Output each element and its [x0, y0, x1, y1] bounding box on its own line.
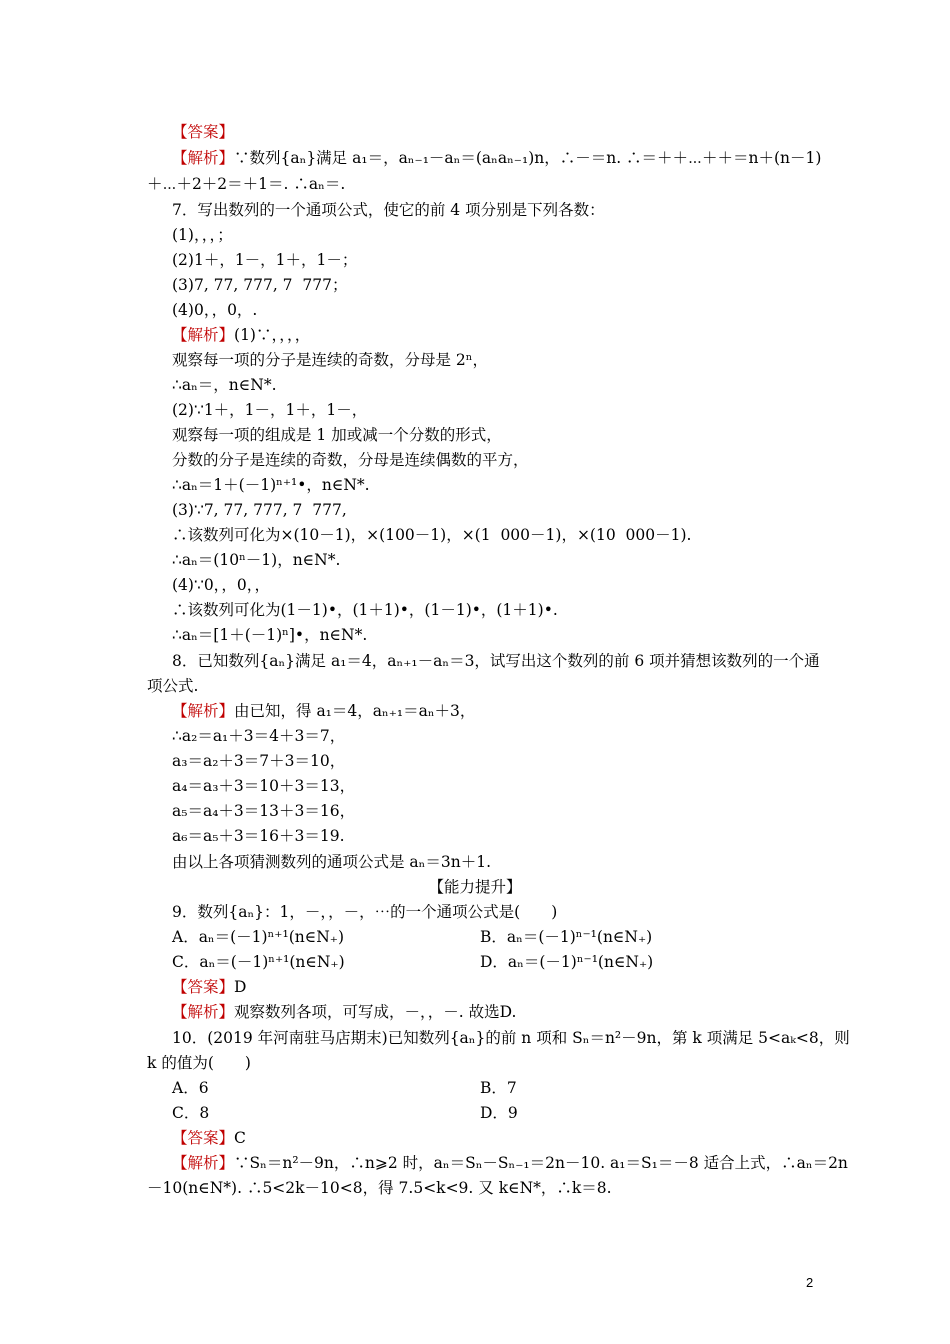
text-line: a₃＝a₂＋3＝7＋3＝10，	[172, 752, 346, 770]
option-c: C．8	[172, 1104, 210, 1122]
text-line: (2)∵1＋，1－，1＋，1－，	[172, 401, 368, 419]
question-7-title: 7．写出数列的一个通项公式，使它的前 4 项分别是下列各数：	[172, 201, 605, 219]
analysis-tag: 【解析】	[172, 702, 235, 720]
option-d: D．aₙ＝(－1)ⁿ⁻¹(n∈N₊)	[480, 953, 654, 971]
text-line: (4)∵0，，0，，	[172, 576, 271, 594]
text-line: 观察每一项的组成是 1 加或减一个分数的形式，	[172, 426, 502, 444]
option-b: B．7	[480, 1079, 517, 1097]
answer-tag: 【答案】	[172, 978, 235, 996]
text-line: ∴aₙ＝(10ⁿ－1)，n∈N*.	[172, 551, 341, 569]
analysis-text: ∵Sₙ＝n²－9n，∴n⩾2 时，aₙ＝Sₙ－Sₙ₋₁＝2n－10. a₁＝S₁＝－8 适合上式，∴aₙ＝2n	[234, 1154, 848, 1172]
text-line: a₆＝a₅＋3＝16＋3＝19.	[172, 827, 345, 845]
text-line: a₄＝a₃＋3＝10＋3＝13，	[172, 777, 356, 795]
option-a: A．6	[172, 1079, 209, 1097]
analysis-tag: 【解析】	[172, 149, 235, 167]
text-line: ∴该数列可化为×(10－1)，×(100－1)，×(1 000－1)，×(10 000－1).	[172, 526, 692, 544]
text-line: (3)7, 77, 777, 7 777；	[172, 276, 348, 294]
analysis-text: ∵数列{aₙ}满足 a₁＝，aₙ₋₁－aₙ＝(aₙaₙ₋₁)n，∴－＝n. ∴＝＋＋⋯＋＋＝n＋(n－1)	[234, 149, 822, 167]
text-line: a₅＝a₄＋3＝13＋3＝16，	[172, 802, 356, 820]
text-line: (2)1＋，1－，1＋，1－；	[172, 251, 358, 269]
text-line: ∴aₙ＝[1＋(－1)ⁿ]•，n∈N*.	[172, 626, 368, 644]
answer-text: C	[234, 1129, 246, 1147]
analysis-text: 由已知，得 a₁＝4，aₙ₊₁＝aₙ＋3，	[234, 702, 476, 720]
analysis-text: 观察数列各项，可写成，－，，－. 故选D.	[234, 1003, 517, 1021]
text-line: (3)∵7, 77, 777, 7 777,	[172, 501, 347, 519]
text-line: (4)0，，0，.	[172, 301, 258, 319]
option-d: D．9	[480, 1104, 518, 1122]
text-line: 观察每一项的分子是连续的奇数，分母是 2ⁿ，	[172, 351, 488, 369]
text-line: (1)，，，；	[172, 226, 233, 244]
option-c: C．aₙ＝(－1)ⁿ⁺¹(n∈N₊)	[172, 953, 345, 971]
answer-tag: 【答案】	[172, 1129, 235, 1147]
analysis-line	[172, 1153, 848, 1173]
analysis-text: (1)∵，，，，	[234, 326, 311, 344]
text-line: ∴该数列可化为(1－1)•，(1＋1)•，(1－1)•，(1＋1)•.	[172, 601, 558, 619]
answer-line	[172, 977, 246, 997]
option-a: A．aₙ＝(－1)ⁿ⁺¹(n∈N₊)	[172, 928, 344, 946]
text-line: ∴aₙ＝，n∈N*.	[172, 376, 277, 394]
text-line: ∴aₙ＝1＋(－1)ⁿ⁺¹•，n∈N*.	[172, 476, 370, 494]
analysis-tag: 【解析】	[172, 326, 235, 344]
answer-text: D	[234, 978, 247, 996]
question-10-title: 10．(2019 年河南驻马店期末)已知数列{aₙ}的前 n 项和 Sₙ＝n²－9n，第 k 项满足 5<aₖ<8，则	[172, 1029, 850, 1047]
text-line: ＋⋯＋2＋2＝＋1＝. ∴aₙ＝.	[147, 175, 346, 193]
text-line: ∴a₂＝a₁＋3＝4＋3＝7，	[172, 727, 346, 745]
analysis-line	[172, 1002, 516, 1022]
section-heading: 【能力提升】	[428, 878, 522, 896]
question-8-title: 8．已知数列{aₙ}满足 a₁＝4，aₙ₊₁－aₙ＝3，试写出这个数列的前 6 项并猜想该数列的一个通	[172, 652, 820, 670]
text-line: 项公式.	[147, 677, 199, 695]
analysis-line	[172, 148, 821, 168]
analysis-line	[172, 325, 310, 345]
answer-line	[172, 1128, 246, 1148]
text-line: －10(n∈N*). ∴5<2k－10<8，得 7.5<k<9. 又 k∈N*，∴k＝8.	[147, 1179, 612, 1197]
analysis-line	[172, 701, 475, 721]
question-9-title: 9．数列{aₙ}：1，－，，－，⋯的一个通项公式是( )	[172, 903, 558, 921]
text-line: 分数的分子是连续的奇数，分母是连续偶数的平方，	[172, 451, 529, 469]
analysis-tag: 【解析】	[172, 1154, 235, 1172]
text-line: 由以上各项猜测数列的通项公式是 aₙ＝3n＋1.	[172, 853, 492, 871]
page-number: 2	[806, 1275, 814, 1290]
answer-line	[172, 122, 234, 142]
analysis-tag: 【解析】	[172, 1003, 235, 1021]
answer-tag: 【答案】	[172, 123, 235, 141]
text-line: k 的值为( )	[147, 1054, 251, 1072]
option-b: B．aₙ＝(－1)ⁿ⁻¹(n∈N₊)	[480, 928, 653, 946]
